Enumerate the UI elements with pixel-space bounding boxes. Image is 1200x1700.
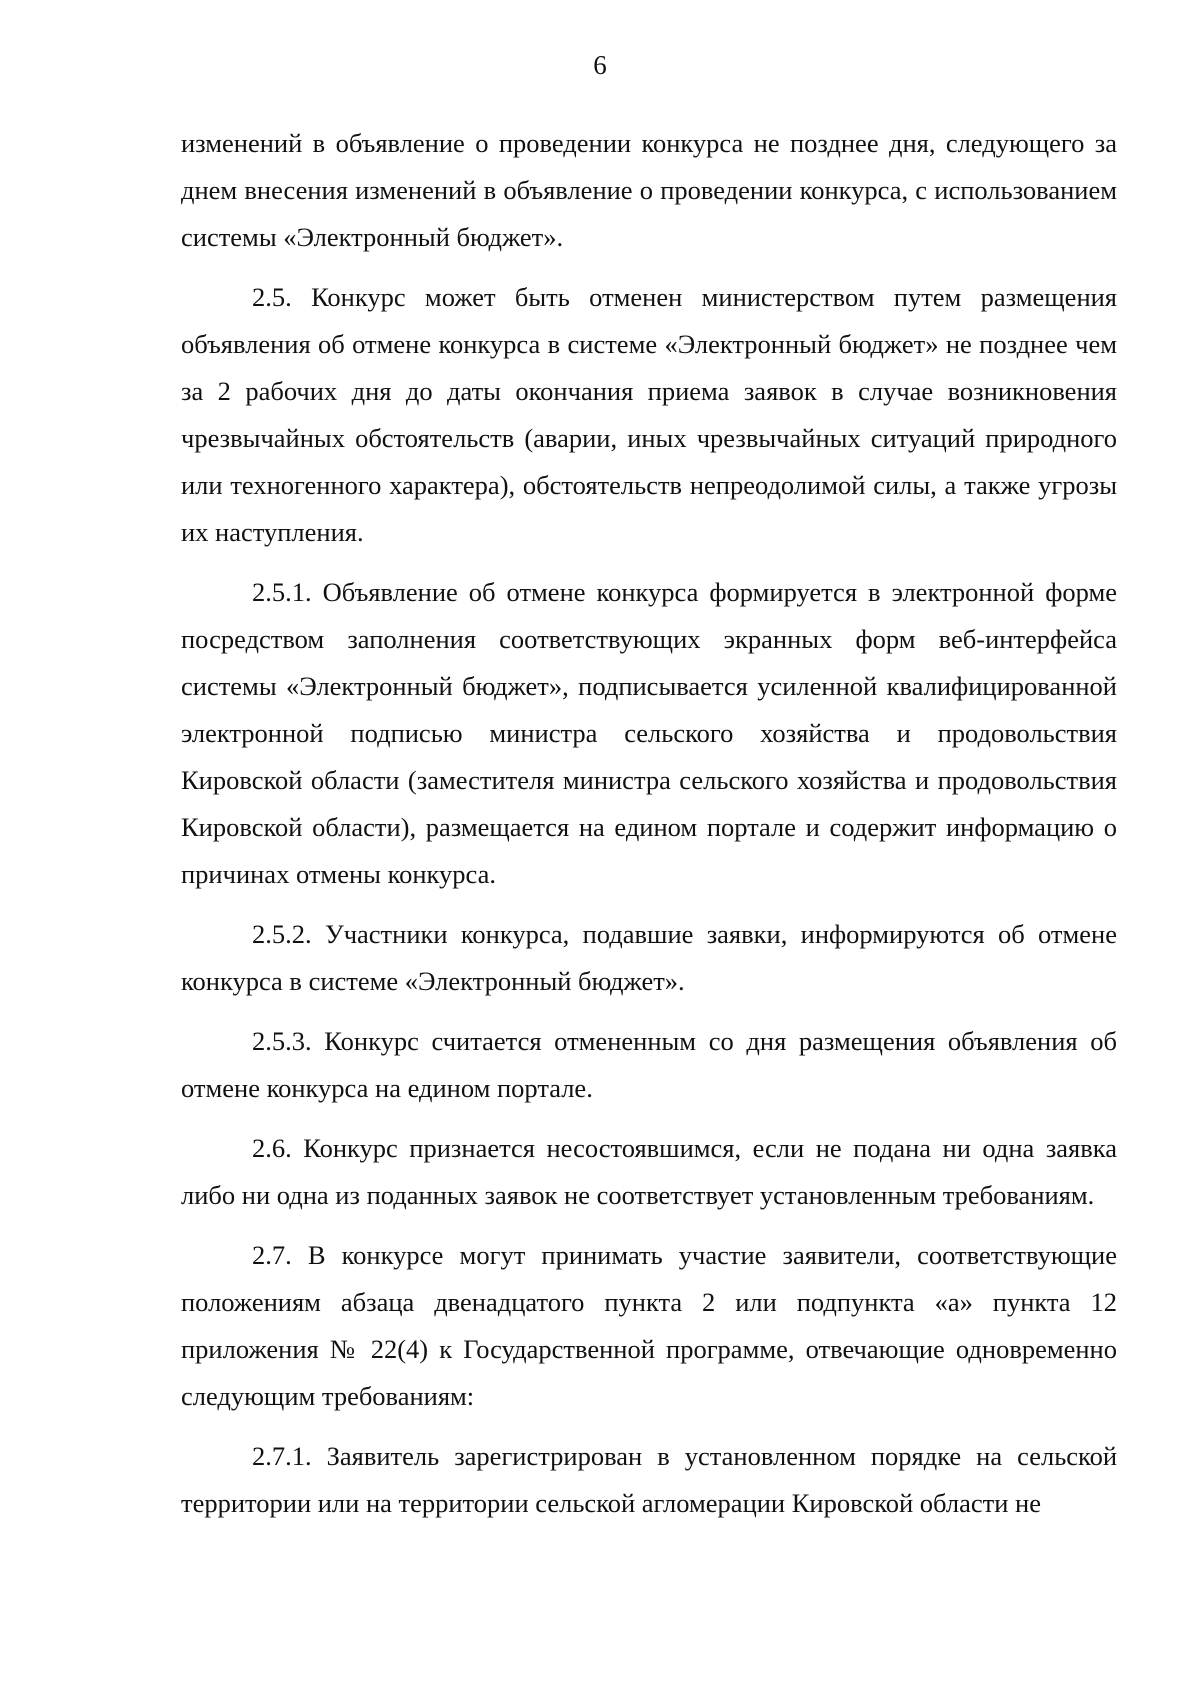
paragraph-2-7-1: 2.7.1. Заявитель зарегистрирован в установленном порядке на сельской территории или на территории сельской агломерации Кировской области не (181, 1441, 1117, 1518)
paragraph-continuation: изменений в объявление о проведении конкурса не позднее дня, следующего за днем внесения изменений в объявление о проведении конкурса, с использованием системы «Электронный бюджет». (181, 128, 1117, 252)
paragraph-2-5-3: 2.5.3. Конкурс считается отмененным со дня размещения объявления об отмене конкурса на едином портале. (181, 1026, 1117, 1103)
paragraph-2-7: 2.7. В конкурсе могут принимать участие заявители, соответствующие положениям абзаца двенадцатого пункта 2 или подпункта «а» пункта 12 приложения № 22(4) к Государственной программе, отвечающие одновременно следующим требованиям: (181, 1240, 1117, 1411)
paragraph-2-5-1: 2.5.1. Объявление об отмене конкурса формируется в электронной форме посредством заполнения соответствующих экранных форм веб-интерфейса системы «Электронный бюджет», подписывается усиленной квалифицированной электронной подписью министра сельского хозяйства и продовольствия Кировской области (заместителя министра сельского хозяйства и продовольствия Кировской области), размещается на едином портале и содержит информацию о причинах отмены конкурса. (181, 577, 1117, 889)
paragraph-2-6: 2.6. Конкурс признается несостоявшимся, если не подана ни одна заявка либо ни одна из поданных заявок не соответствует установленным требованиям. (181, 1133, 1117, 1210)
document-body (181, 120, 1117, 1540)
paragraph-2-5: 2.5. Конкурс может быть отменен министерством путем размещения объявления об отмене конкурса в системе «Электронный бюджет» не позднее чем за 2 рабочих дня до даты окончания приема заявок в случае возникновения чрезвычайных обстоятельств (аварии, иных чрезвычайных ситуаций природного или техногенного характера), обстоятельств непреодолимой силы, а также угрозы их наступления. (181, 282, 1117, 547)
page-number: 6 (593, 50, 607, 80)
paragraph-2-5-2: 2.5.2. Участники конкурса, подавшие заявки, информируются об отмене конкурса в системе «Электронный бюджет». (181, 919, 1117, 996)
